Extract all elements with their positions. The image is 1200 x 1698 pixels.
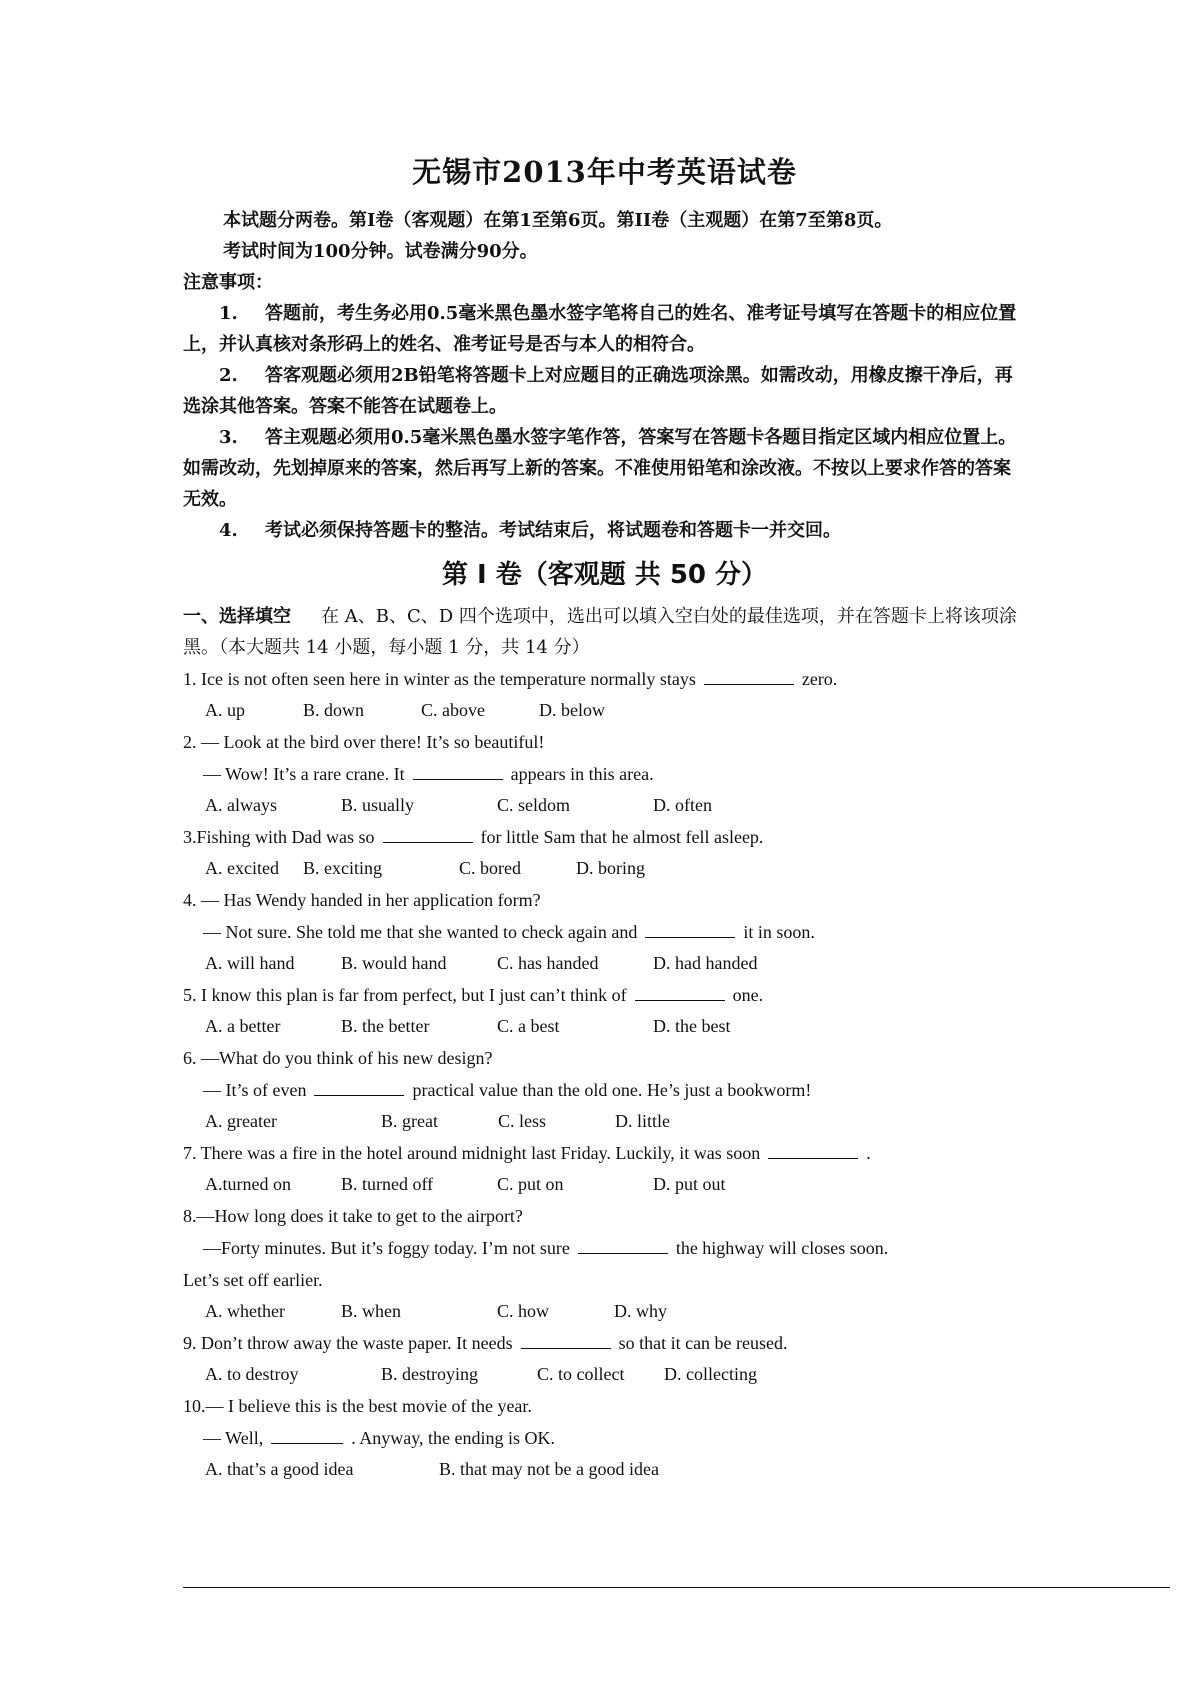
options-8 (205, 1296, 1026, 1327)
section-instruction (183, 601, 1026, 663)
option: A. always (205, 795, 277, 815)
notice-text: 答题前，考生务必用0.5毫米黑色墨水签字笔将自己的姓名、准考证号填写在答题卡的相应位置上，并认真核对条形码上的姓名、准考证号是否与本人的相符合。 (183, 303, 1017, 355)
exam-page (183, 150, 1026, 1485)
option: C. to collect (537, 1364, 625, 1384)
option: B. usually (341, 795, 415, 815)
option: A. up (205, 700, 245, 720)
options-2 (205, 790, 1026, 821)
question-text: one. (732, 985, 764, 1005)
options-10 (205, 1454, 1026, 1485)
option: B. exciting (303, 858, 382, 878)
question-8: 8.—How long does it take to get to the airport? (183, 1206, 523, 1226)
question-text: 1. Ice is not often seen here in winter as the temperature normally stays (183, 669, 696, 689)
option: A. that’s a good idea (205, 1459, 354, 1479)
notice-item (183, 422, 1026, 515)
exam-title: 无锡市2013年中考英语试卷 (412, 155, 797, 189)
options-9 (205, 1359, 1026, 1390)
section-title: 第 I 卷（客观题 共 50 分） (441, 560, 768, 590)
answer-blank (578, 1235, 668, 1254)
section-lead: 一、选择填空 (183, 606, 291, 627)
notice-item (183, 360, 1026, 422)
option: A. will hand (205, 953, 295, 973)
option: D. often (653, 795, 712, 815)
options-5 (205, 1011, 1026, 1042)
question-7 (183, 1137, 1026, 1169)
option: B. that may not be a good idea (439, 1459, 659, 1479)
intro-line-2: 考试时间为100分钟。试卷满分90分。 (223, 241, 538, 262)
option: C. less (498, 1111, 547, 1131)
notice-number: 4. (219, 520, 238, 541)
question-9 (183, 1327, 1026, 1359)
question-text: —Forty minutes. But it’s foggy today. I’m not sure (203, 1238, 570, 1258)
notice-heading: 注意事项： (183, 272, 273, 293)
option: A. to destroy (205, 1364, 299, 1384)
option: D. put out (653, 1174, 726, 1194)
option: B. destroying (381, 1364, 478, 1384)
option: B. down (303, 700, 365, 720)
page-footer-rule (183, 1587, 1170, 1588)
option: C. put on (497, 1174, 564, 1194)
answer-blank (314, 1077, 404, 1096)
question-text: 3.Fishing with Dad was so (183, 827, 375, 847)
answer-blank (768, 1140, 858, 1159)
question-text: 9. Don’t throw away the waste paper. It needs (183, 1333, 513, 1353)
question-4-reply (183, 916, 1026, 948)
question-8-reply (183, 1232, 1026, 1264)
intro-line-1: 本试题分两卷。第I卷（客观题）在第1至第6页。第II卷（主观题）在第7至第8页。 (223, 210, 893, 231)
question-text: — Well, (203, 1428, 264, 1448)
notice-item (183, 515, 1026, 546)
question-text: 5. I know this plan is far from perfect, but I just can’t think of (183, 985, 627, 1005)
question-8-continued: Let’s set off earlier. (183, 1270, 323, 1290)
question-text: appears in this area. (510, 764, 654, 784)
option: C. bored (459, 858, 521, 878)
option: C. above (421, 700, 485, 720)
question-text: zero. (801, 669, 838, 689)
notice-number: 2. (219, 365, 238, 386)
question-text: practical value than the old one. He’s just a bookworm! (412, 1080, 812, 1100)
option: D. collecting (664, 1364, 757, 1384)
question-5 (183, 979, 1026, 1011)
option: C. seldom (497, 795, 571, 815)
answer-blank (635, 982, 725, 1001)
notice-number: 3. (219, 427, 238, 448)
option: C. has handed (497, 953, 599, 973)
answer-blank (704, 666, 794, 685)
question-6: 6. —What do you think of his new design? (183, 1048, 493, 1068)
question-text: . (866, 1143, 871, 1163)
question-text: so that it can be reused. (618, 1333, 788, 1353)
options-1 (205, 695, 1026, 726)
answer-blank (521, 1330, 611, 1349)
option: B. great (381, 1111, 438, 1131)
question-10-reply (183, 1422, 1026, 1454)
question-10: 10.— I believe this is the best movie of the year. (183, 1396, 532, 1416)
question-text: 7. There was a fire in the hotel around midnight last Friday. Luckily, it was soon (183, 1143, 761, 1163)
question-text: — It’s of even (203, 1080, 307, 1100)
answer-blank (645, 919, 735, 938)
option: A.turned on (205, 1174, 291, 1194)
question-text: . Anyway, the ending is OK. (351, 1428, 556, 1448)
option: D. had handed (653, 953, 758, 973)
option: D. boring (576, 858, 645, 878)
option: A. a better (205, 1016, 281, 1036)
notice-number: 1. (219, 303, 238, 324)
question-6-reply (183, 1074, 1026, 1106)
options-6 (205, 1106, 1026, 1137)
option: A. excited (205, 858, 279, 878)
options-3 (205, 853, 1026, 884)
notice-text: 答主观题必须用0.5毫米黑色墨水签字笔作答，答案写在答题卡各题目指定区域内相应位置上。如需改动，先划掉原来的答案，然后再写上新的答案。不准使用铅笔和涂改液。不按以上要求作答的答案无效。 (183, 427, 1017, 510)
answer-blank (271, 1425, 343, 1444)
question-text: for little Sam that he almost fell asleep. (480, 827, 764, 847)
option: B. when (341, 1301, 401, 1321)
answer-blank (383, 824, 473, 843)
notice-text: 答客观题必须用2B铅笔将答题卡上对应题目的正确选项涂黑。如需改动，用橡皮擦干净后，再选涂其他答案。答案不能答在试题卷上。 (183, 365, 1013, 417)
notice-item (183, 298, 1026, 360)
options-4 (205, 948, 1026, 979)
question-text: — Wow! It’s a rare crane. It (203, 764, 405, 784)
answer-blank (413, 761, 503, 780)
question-text: it in soon. (743, 922, 815, 942)
option: D. why (614, 1301, 667, 1321)
question-4: 4. — Has Wendy handed in her application form? (183, 890, 541, 910)
option: C. a best (497, 1016, 560, 1036)
option: B. would hand (341, 953, 447, 973)
notice-text: 考试必须保持答题卡的整洁。考试结束后，将试题卷和答题卡一并交回。 (265, 520, 841, 541)
option: B. turned off (341, 1174, 434, 1194)
option: C. how (497, 1301, 550, 1321)
options-7 (205, 1169, 1026, 1200)
option: B. the better (341, 1016, 430, 1036)
option: A. greater (205, 1111, 277, 1131)
question-1 (183, 663, 1026, 695)
question-2: 2. — Look at the bird over there! It’s so beautiful! (183, 732, 545, 752)
question-2-reply (183, 758, 1026, 790)
option: D. little (615, 1111, 670, 1131)
option: D. the best (653, 1016, 731, 1036)
question-3 (183, 821, 1026, 853)
option: D. below (539, 700, 605, 720)
question-text: — Not sure. She told me that she wanted to check again and (203, 922, 638, 942)
section-instruction-text: 在 A、B、C、D 四个选项中，选出可以填入空白处的最佳选项，并在答题卡上将该项涂黑。（本大题共 14 小题，每小题 1 分，共 14 分） (183, 606, 1017, 658)
option: A. whether (205, 1301, 285, 1321)
question-text: the highway will closes soon. (675, 1238, 889, 1258)
